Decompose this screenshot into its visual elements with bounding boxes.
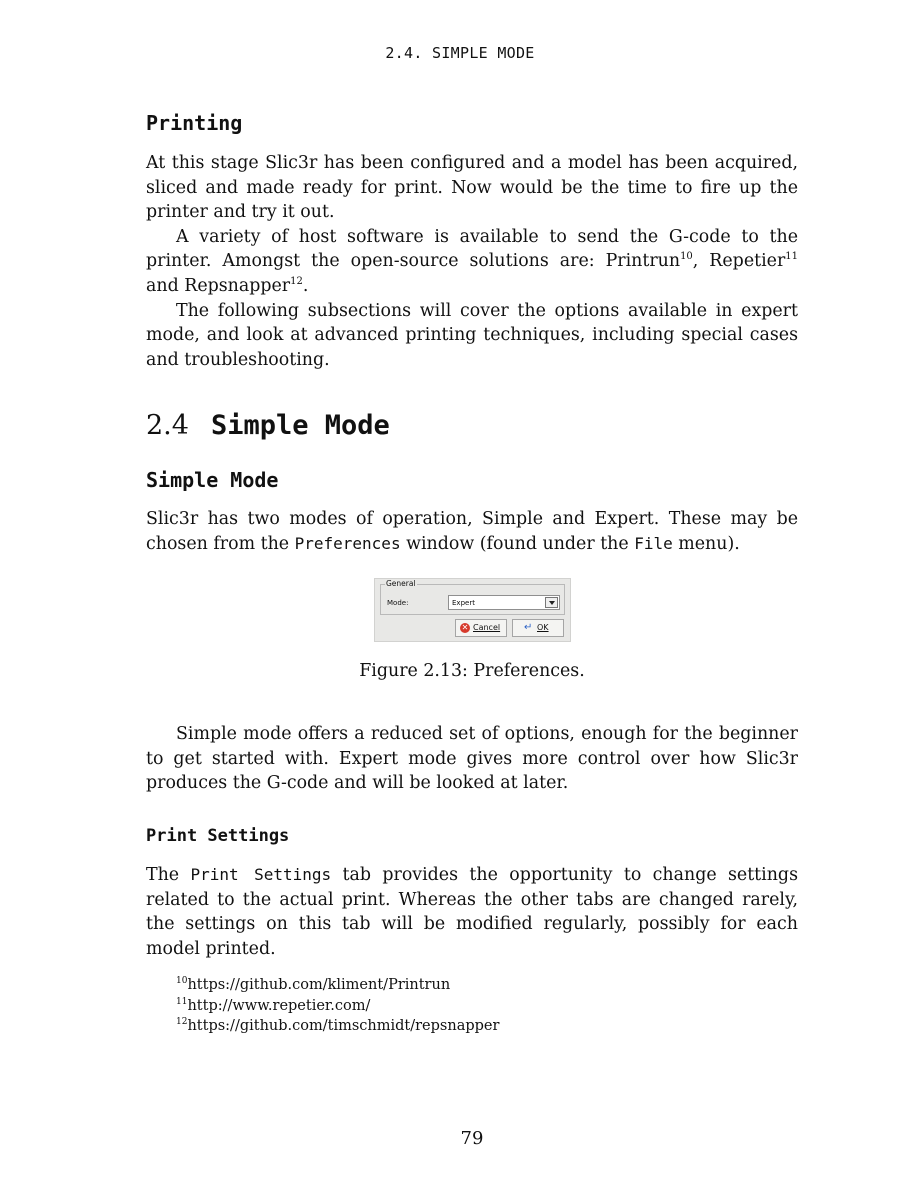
chevron-down-icon[interactable]	[545, 597, 558, 608]
printing-paragraph-2	[146, 225, 798, 299]
print-settings-paragraph	[146, 863, 798, 961]
footnote-number: 11	[176, 996, 188, 1007]
ok-button-label: OK	[537, 623, 549, 632]
ok-button[interactable]	[512, 619, 564, 637]
subsection-heading-printing: Printing	[146, 111, 243, 135]
text-run: , Repetier	[692, 251, 786, 272]
footnote-link[interactable]: http://www.repetier.com/	[187, 997, 371, 1014]
text-run: .	[302, 275, 309, 296]
mode-label: Mode:	[387, 599, 409, 607]
text-run: and Repsnapper	[146, 275, 291, 296]
mode-select[interactable]	[448, 595, 560, 610]
group-title: General	[386, 579, 416, 588]
code-preferences: Preferences	[294, 533, 401, 553]
text-run: tab provides the opportunity to change settings related to the actual print. Whereas the other tabs are changed rarely, the settings on this tab will be modified regularly, possibly for each model printed.	[146, 865, 798, 959]
running-head: 2.4. SIMPLE MODE	[385, 44, 535, 62]
footnote-11	[176, 996, 499, 1017]
text-run: A variety of host software is available to send the G-code to the printer. Amongst the open-source solutions are: Printrun	[146, 226, 798, 272]
footnote-ref-10[interactable]: 10	[680, 251, 693, 263]
code-file: File	[634, 533, 673, 553]
general-group	[380, 579, 565, 615]
printing-paragraph-1: At this stage Slic3r has been configured and a model has been acquired, sliced and made ready for print. Now would be the time to fire up the printer and try it out.	[146, 153, 798, 223]
footnote-ref-12[interactable]: 12	[290, 275, 303, 287]
footnotes	[176, 975, 499, 1037]
text-run: The	[146, 865, 191, 885]
section-heading	[146, 410, 390, 441]
simple-mode-paragraph-2	[146, 722, 798, 796]
footnote-ref-11[interactable]: 11	[785, 251, 799, 263]
figure-caption: Figure 2.13: Preferences.	[359, 661, 585, 681]
section-number: 2.4	[146, 410, 189, 441]
simple-mode-paragraph-1	[146, 507, 798, 556]
footnote-12	[176, 1016, 499, 1037]
cancel-icon: ✕	[461, 623, 469, 632]
text-run: menu).	[672, 533, 740, 554]
footnote-number: 12	[176, 1017, 188, 1027]
simple-mode-paragraph-2-text: Simple mode offers a reduced set of options, enough for the beginner to get started with. Expert mode gives more control over how Slic3r produces the G-code and will be looked at later.	[146, 724, 798, 794]
text-run: window (found under the	[400, 533, 635, 554]
cancel-button-label: Cancel	[473, 623, 501, 632]
footnote-10	[176, 975, 499, 996]
printing-paragraph-3: The following subsections will cover the options available in expert mode, and look at advanced printing techniques, including special cases and troubleshooting.	[146, 300, 798, 370]
page-number: 79	[460, 1128, 484, 1149]
text-run: Slic3r has two modes of operation, Simple and Expert. These may be chosen from the	[146, 509, 798, 554]
code-print-settings: Print Settings	[190, 865, 332, 884]
section-title: Simple Mode	[210, 410, 390, 441]
footnote-link[interactable]: https://github.com/timschmidt/repsnapper	[187, 1018, 500, 1034]
paragraph-heading-print-settings: Print Settings	[146, 826, 290, 846]
footnote-number: 10	[176, 976, 188, 986]
preferences-dialog-figure	[374, 578, 571, 642]
footnote-link[interactable]: https://github.com/kliment/Printrun	[187, 977, 451, 993]
subsection-heading-simple-mode: Simple Mode	[146, 468, 279, 492]
mode-select-value: Expert	[452, 599, 475, 607]
cancel-button[interactable]	[455, 619, 507, 637]
enter-icon: ↵	[524, 622, 533, 633]
printing-paragraphs	[146, 151, 798, 372]
